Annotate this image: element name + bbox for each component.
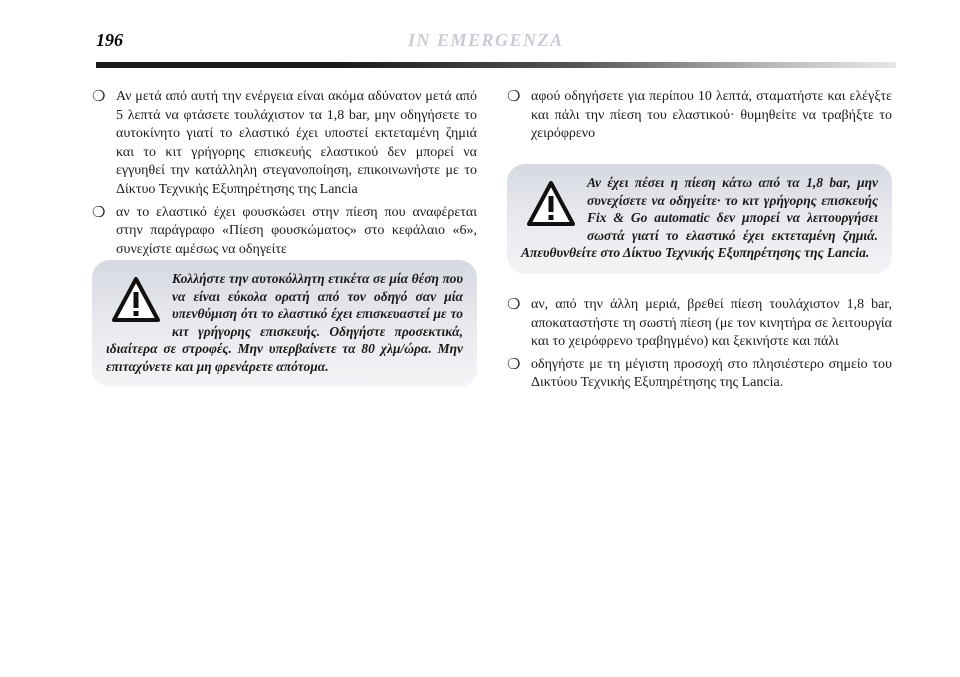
warning-text: Κολλήστε την αυτοκόλλητη ετικέτα σε μία θέση που να είναι εύκολα ορατή από τον οδηγό σαν μία υπενθύμιση ότι το ελαστικό έχει επισκευαστεί με το κιτ γρήγορης επισκευής. Οδηγήστε προσεκτικά, ιδιαίτερα σε στροφές. Μην υπερβαίνετε τα 80 χλμ/ώρα. Μην επιταχύνετε και μη φρενάρετε απότομα. xyxy=(106,271,463,374)
warning-box-pressure xyxy=(507,164,892,274)
warning-text: Αν έχει πέσει η πίεση κάτω από τα 1,8 bar, μην συνεχίσετε να οδηγείτε· το κιτ γρήγορης επισκευής Fix & Go automatic δεν μπορεί να λειτουργήσει σωστά γιατί το ελαστικό έχει εκτεταμένη ζημιά. Απευθυνθείτε στο Δίκτυο Τεχνικής Εξυπηρέτησης της Lancia. xyxy=(521,175,878,260)
section-title: IN EMERGENZA xyxy=(408,30,564,50)
right-column-lower xyxy=(507,296,892,397)
bullet-marker: ❍ xyxy=(507,297,521,313)
list-item xyxy=(92,204,477,260)
list-item-text: αν το ελαστικό έχει φουσκώσει στην πίεση που αναφέρεται στην παράγραφο «Πίεση φουσκώματος» στο κεφάλαιο «6», συνεχίστε αμέσως να οδηγείτε xyxy=(116,204,477,257)
warning-box-sticker xyxy=(92,260,477,387)
warning-triangle-icon xyxy=(527,180,575,228)
list-item-text: αφού οδηγήσετε για περίπου 10 λεπτά, σταματήστε και ελέγξτε και πάλι την πίεση του ελαστικού· θυμηθείτε να τραβήξτε το χειρόφρενο xyxy=(531,89,892,142)
list-item xyxy=(507,88,892,144)
bullet-marker: ❍ xyxy=(507,356,521,373)
list-item-text: οδηγήστε με τη μέγιστη προσοχή στο πλησιέστερο σημείο του Δικτύου Τεχνικής Εξυπηρέτησης της Lancia. xyxy=(531,356,892,391)
list-item-text: αν, από την άλλη μεριά, βρεθεί πίεση τουλάχιστον 1,8 bar, αποκαταστήστε τη σωστή πίεση (με τον κινητήρα σε λειτουργία και το χειρόφρενο τραβηγμένο) και ξεκινήστε και πάλι xyxy=(531,297,892,350)
bullet-marker: ❍ xyxy=(92,204,106,221)
list-item-text: Αν μετά από αυτή την ενέργεια είναι ακόμα αδύνατον μετά από 5 λεπτά να φτάσετε τουλάχιστον τα 1,8 bar, μην οδηγήσετε το αυτοκίνητο γιατί το ελαστικό έχει υποστεί εκτεταμένη ζημιά και το κιτ γρήγορης επισκευής ελαστικού δεν μπορεί να εγγυηθεί την κατάλληλη στεγανοποίηση, επικοινωνήστε με το Δίκτυο Τεχνικής Εξυπηρέτησης της Lancia xyxy=(116,89,477,197)
page-number: 196 xyxy=(96,30,123,50)
bullet-marker: ❍ xyxy=(92,89,106,105)
left-column xyxy=(92,88,477,263)
list-item xyxy=(92,88,477,200)
list-item xyxy=(507,356,892,393)
warning-triangle-icon xyxy=(112,276,160,324)
right-column xyxy=(507,88,892,148)
list-item xyxy=(507,296,892,352)
bullet-marker: ❍ xyxy=(507,89,521,105)
header-rule xyxy=(96,62,896,68)
